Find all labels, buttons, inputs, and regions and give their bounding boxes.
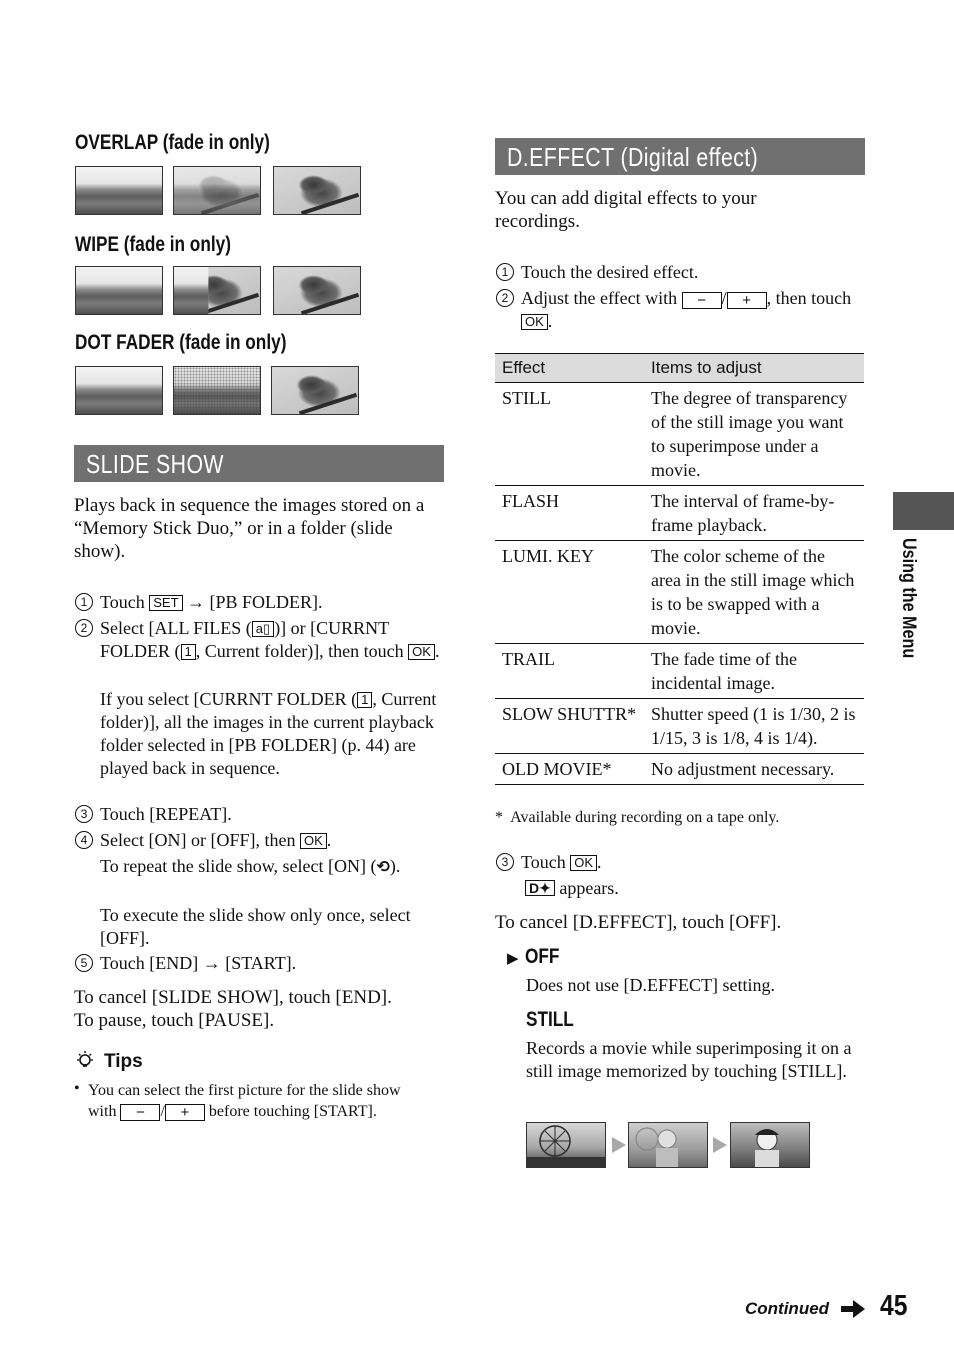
overlap-image-1 bbox=[75, 166, 163, 215]
wipe-image-1 bbox=[75, 266, 163, 315]
table-row bbox=[495, 486, 864, 541]
step-number: 5 bbox=[75, 954, 93, 972]
wipe-image-2 bbox=[173, 266, 261, 315]
side-tab-label: Using the Menu bbox=[898, 538, 919, 659]
table-header-row bbox=[495, 354, 864, 383]
deffect-intro: You can add digital effects to your recordings. bbox=[495, 188, 757, 232]
off-label: OFF bbox=[525, 945, 560, 968]
child-image bbox=[730, 1122, 810, 1168]
dot-fader-title: DOT FADER (fade in only) bbox=[75, 331, 287, 354]
tip-bullet: • bbox=[74, 1080, 80, 1097]
column-header-items: Items to adjust bbox=[644, 354, 864, 383]
arrow-icon bbox=[713, 1137, 727, 1153]
step-text: . bbox=[434, 641, 440, 661]
off-description: Does not use [D.EFFECT] setting. bbox=[526, 975, 775, 995]
wipe-title: WIPE (fade in only) bbox=[75, 233, 231, 256]
column-header-effect: Effect bbox=[495, 354, 644, 383]
note-text: ). bbox=[389, 856, 401, 876]
deffect-cancel: To cancel [D.EFFECT], touch [OFF]. bbox=[495, 912, 782, 933]
step-number: 3 bbox=[75, 805, 93, 823]
step-text: → [PB FOLDER]. bbox=[187, 592, 323, 612]
all-files-icon: a▯ bbox=[252, 621, 274, 637]
slash: / bbox=[160, 1103, 165, 1120]
deffect-step-3 bbox=[521, 851, 602, 874]
dot-image-2 bbox=[173, 366, 261, 415]
deffect-step-2 bbox=[521, 287, 866, 333]
repeat-icon: ⟲ bbox=[376, 857, 390, 876]
dot-image-3 bbox=[271, 366, 359, 415]
page-number: 45 bbox=[880, 1290, 908, 1322]
table-row bbox=[495, 644, 864, 699]
slide-step-4-note-1 bbox=[100, 855, 445, 878]
step-text: , then touch bbox=[766, 288, 852, 308]
slide-show-pause: To pause, touch [PAUSE]. bbox=[74, 1010, 275, 1031]
note-text: To repeat the slide show, select [ON] ( bbox=[100, 856, 377, 876]
side-tab-marker bbox=[893, 492, 954, 530]
items-cell: The color scheme of the area in the still image which is to be swapped with a movie. bbox=[644, 541, 864, 644]
step-number: 2 bbox=[75, 619, 93, 637]
slide-show-heading: SLIDE SHOW bbox=[86, 449, 224, 479]
table-row bbox=[495, 754, 864, 785]
tips-title: Tips bbox=[104, 1051, 143, 1072]
table-row bbox=[495, 541, 864, 644]
overlap-image-2 bbox=[173, 166, 261, 215]
overlap-title: OVERLAP (fade in only) bbox=[75, 131, 270, 154]
folder-icon: 1 bbox=[181, 644, 196, 660]
deffect-appears-line bbox=[525, 877, 619, 900]
still-label: STILL bbox=[526, 1008, 574, 1031]
ok-key: OK bbox=[521, 314, 548, 330]
effect-cell: LUMI. KEY bbox=[495, 541, 644, 644]
ok-key: OK bbox=[408, 644, 435, 660]
items-cell: Shutter speed (1 is 1/30, 2 is 1/15, 3 is 1/8, 4 is 1/4). bbox=[644, 699, 864, 754]
lightbulb-icon bbox=[75, 1050, 97, 1072]
table-row bbox=[495, 383, 864, 486]
deffect-heading: D.EFFECT (Digital effect) bbox=[507, 142, 759, 172]
note-text: , Current folder)], all the images in the current playback folder selected in [PB FOLDER] (p. 44) are played back in sequence. bbox=[100, 689, 437, 778]
default-marker-icon: ▶ bbox=[507, 951, 519, 967]
arrow-icon bbox=[612, 1137, 626, 1153]
dot-image-1 bbox=[75, 366, 163, 415]
effect-cell: OLD MOVIE* bbox=[495, 754, 644, 785]
plus-button-icon: + bbox=[165, 1104, 205, 1121]
continued-label: Continued bbox=[745, 1299, 830, 1318]
items-cell: No adjustment necessary. bbox=[644, 754, 864, 785]
step-text: Select [ALL FILES ( bbox=[100, 618, 252, 638]
superimposed-image bbox=[628, 1122, 708, 1168]
step-number: 4 bbox=[75, 831, 93, 849]
ok-key: OK bbox=[300, 833, 327, 849]
step-text: )] or [CURRNT FOLDER ( bbox=[100, 618, 389, 661]
continued-arrow-icon bbox=[841, 1300, 865, 1323]
ok-key: OK bbox=[570, 855, 597, 871]
step-text: . bbox=[547, 311, 553, 331]
note-text: If you select [CURRNT FOLDER ( bbox=[100, 689, 358, 709]
items-cell: The interval of frame-by-frame playback. bbox=[644, 486, 864, 541]
tip-text bbox=[88, 1080, 418, 1122]
tip-text-part: before touching [START]. bbox=[208, 1103, 377, 1120]
plus-button-icon: + bbox=[727, 292, 767, 309]
step-text: . bbox=[597, 852, 602, 872]
folder-icon: 1 bbox=[357, 692, 372, 708]
still-description: Records a movie while superimposing it on a still image memorized by touching [STILL]. bbox=[526, 1038, 852, 1081]
ferris-wheel-image bbox=[526, 1122, 606, 1168]
effects-table bbox=[495, 353, 864, 785]
step-text: Adjust the effect with bbox=[521, 288, 678, 308]
tip-text-part: You can select the first picture for the slide show with bbox=[88, 1082, 401, 1120]
items-cell: The fade time of the incidental image. bbox=[644, 644, 864, 699]
slide-step-4 bbox=[100, 829, 445, 852]
effect-cell: FLASH bbox=[495, 486, 644, 541]
slide-step-2-note bbox=[100, 688, 445, 780]
step-number: 1 bbox=[75, 593, 93, 611]
step-text: Touch bbox=[100, 592, 145, 612]
overlap-image-3 bbox=[273, 166, 361, 215]
step-number: 3 bbox=[496, 853, 514, 871]
slide-step-3: Touch [REPEAT]. bbox=[100, 804, 232, 824]
deffect-heading-bar bbox=[495, 138, 865, 175]
slide-show-intro: Plays back in sequence the images stored on a “Memory Stick Duo,” or in a folder (slide show). bbox=[74, 495, 425, 562]
slide-step-2 bbox=[100, 617, 445, 663]
table-row bbox=[495, 699, 864, 754]
wipe-image-3 bbox=[273, 266, 361, 315]
deffect-indicator-icon: D✦ bbox=[525, 880, 555, 896]
step-text: Touch bbox=[521, 852, 566, 872]
step-text: . bbox=[326, 830, 332, 850]
slide-step-1 bbox=[100, 591, 445, 614]
minus-button-icon: − bbox=[120, 1104, 160, 1121]
set-key: SET bbox=[149, 595, 182, 611]
step-text: Select [ON] or [OFF], then bbox=[100, 830, 296, 850]
slide-show-heading-bar bbox=[74, 445, 444, 482]
effect-cell: STILL bbox=[495, 383, 644, 486]
effect-cell: SLOW SHUTTR* bbox=[495, 699, 644, 754]
slide-show-cancel: To cancel [SLIDE SHOW], touch [END]. bbox=[74, 987, 392, 1008]
step-number: 2 bbox=[496, 289, 514, 307]
effect-cell: TRAIL bbox=[495, 644, 644, 699]
minus-button-icon: − bbox=[682, 292, 722, 309]
deffect-step-1: Touch the desired effect. bbox=[521, 262, 699, 282]
appears-text: appears. bbox=[559, 878, 619, 898]
step-text: , Current folder)], then touch bbox=[195, 641, 404, 661]
slide-step-4-note-2: To execute the slide show only once, select [OFF]. bbox=[100, 905, 411, 948]
items-cell: The degree of transparency of the still image you want to superimpose under a movie. bbox=[644, 383, 864, 486]
step-number: 1 bbox=[496, 263, 514, 281]
slash: / bbox=[721, 288, 727, 308]
table-footnote: * Available during recording on a tape only. bbox=[495, 809, 780, 826]
slide-step-5: Touch [END] → [START]. bbox=[100, 953, 297, 973]
